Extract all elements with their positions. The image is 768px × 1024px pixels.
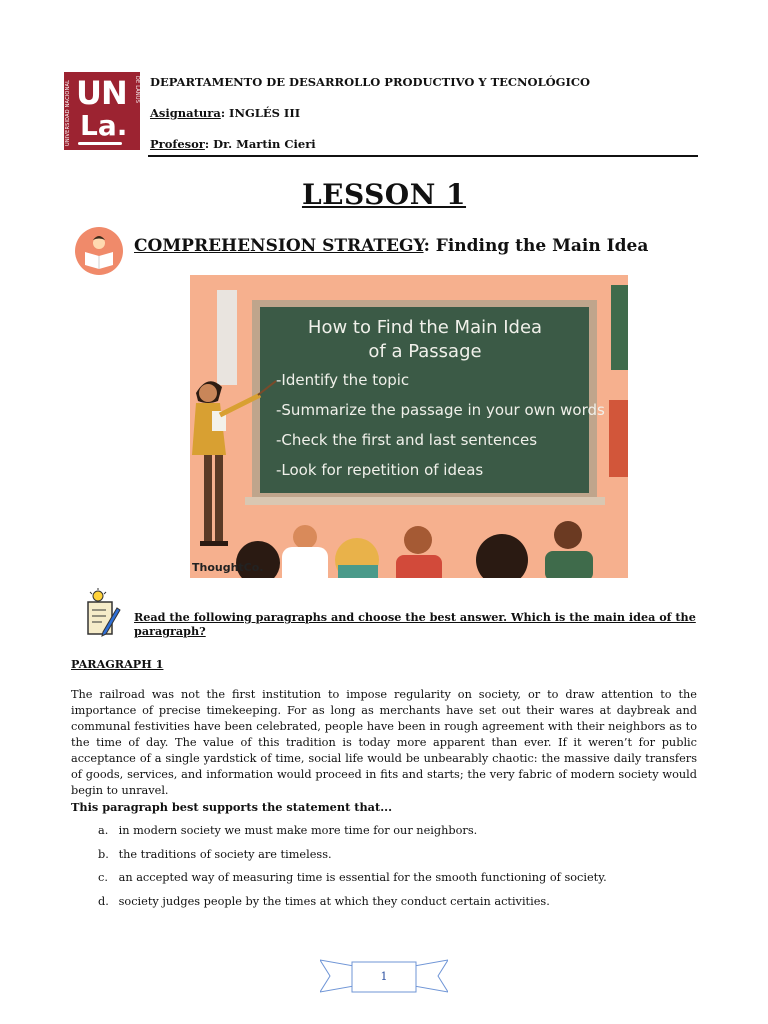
option-b [98, 848, 607, 872]
option-letter: d. [98, 894, 109, 908]
logo-side-text-left: UNIVERSIDAD NACIONAL [65, 79, 71, 146]
classroom-illustration [190, 275, 628, 578]
professor-value: : Dr. Martin Cieri [204, 137, 316, 151]
option-c [98, 871, 607, 895]
question-stem: This paragraph best supports the statement that... [71, 800, 393, 814]
lesson-title: LESSON 1 [301, 178, 467, 211]
logo-text-la: La. [80, 109, 128, 142]
board-step-2: -Summarize the passage in your own words [276, 401, 605, 419]
option-letter: b. [98, 847, 109, 861]
option-text: in modern society we must make more time for our neighbors. [118, 824, 478, 837]
logo-text-un: UN [76, 74, 127, 112]
option-text: the traditions of society are timeless. [118, 847, 332, 861]
illustration-watermark: ThoughtCo. [192, 561, 264, 574]
paragraph-heading: PARAGRAPH 1 [71, 657, 164, 671]
strategy-label: COMPREHENSION STRATEGY [134, 236, 424, 256]
logo-side-text-right: DE LANÚS [134, 76, 140, 104]
board-step-1: -Identify the topic [276, 371, 410, 389]
professor-line [150, 137, 316, 151]
strategy-heading [134, 236, 648, 256]
option-text: society judges people by the times at which they conduct certain activities. [118, 894, 550, 908]
option-d [98, 895, 607, 919]
board-step-4: -Look for repetition of ideas [276, 461, 484, 479]
department-name: DEPARTAMENTO DE DESARROLLO PRODUCTIVO Y TECNOLÓGICO [150, 75, 591, 89]
board-step-3: -Check the first and last sentences [276, 431, 538, 449]
option-a [98, 824, 607, 848]
reading-book-icon [74, 226, 124, 276]
subject-value: : INGLÉS III [220, 106, 301, 120]
header-divider [148, 155, 698, 157]
board-title-line-2: of a Passage [368, 341, 482, 362]
board-title-line-1: How to Find the Main Idea [307, 317, 543, 338]
option-letter: a. [98, 824, 109, 837]
page-number: 1 [380, 970, 388, 983]
paragraph-body: The railroad was not the first institution to impose regularity on society, or to draw attention to the importance of precise timekeeping. For as long as merchants have set out their wares at daybreak and communal festivities have been celebrated, people have been in rough agreement with their neighbors as to the time of day. The value of this tradition is today more apparent than ever. If it weren’t for public acceptance of a single yardstick of time, social life would be unbearably chaotic: the massive daily transfers of goods, services, and information would proceed in fits and starts; the very fabric of modern society would begin to unravel. [71, 688, 697, 797]
strategy-value: : Finding the Main Idea [423, 236, 649, 256]
answer-options [98, 824, 607, 918]
pencil-paper-icon [84, 588, 122, 638]
subject-line [150, 106, 300, 120]
option-text: an accepted way of measuring time is essential for the smooth functioning of society. [118, 871, 607, 884]
logo-swoosh [78, 142, 122, 145]
option-letter: c. [98, 871, 108, 884]
instruction-text: Read the following paragraphs and choose the best answer. Which is the main idea of the paragraph? [134, 610, 696, 638]
subject-label: Asignatura [150, 106, 221, 120]
professor-label: Profesor [150, 137, 205, 151]
university-logo [64, 72, 140, 150]
